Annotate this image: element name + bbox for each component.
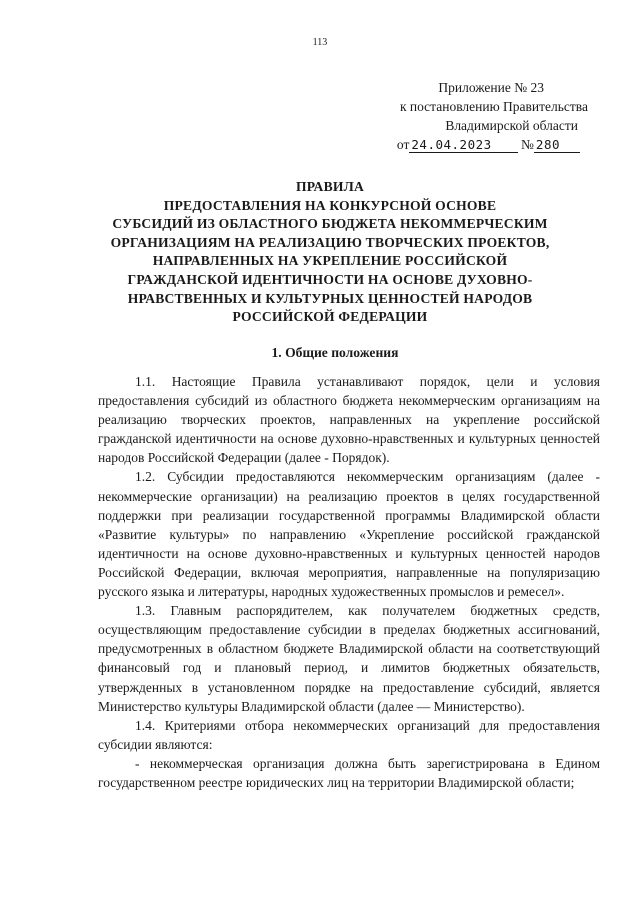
paragraph: 1.1. Настоящие Правила устанавливают порядок, цели и условия предоставления субсидий из областного бюджета некоммерческим организациям на реализацию творческих проектов, направленных на укрепление российской гражданской идентичности на основе духовно-нравственных и культурных ценностей народов Российской Федерации (далее - Порядок). [98,374,600,466]
attachment-region: Владимирской области [445,118,578,133]
paragraph: 1.3. Главным распорядителем, как получателем бюджетных средств, осуществляющим предоставление субсидии в пределах бюджетных ассигнований, предусмотренных в областном бюджете Владимирской области на соответствующий финансовый год и плановый период, и лимитов бюджетных обязательств, утвержденных в установленном порядке на предоставление субсидий, является Министерство культуры Владимирской области (далее — Министерство). [98,603,600,714]
title-line: НАПРАВЛЕННЫХ НА УКРЕПЛЕНИЕ РОССИЙСКОЙ [152,253,508,269]
number-prefix: № [521,137,534,152]
page-number: 113 [312,37,328,48]
paragraph: - некоммерческая организация должна быть зарегистрирована в Едином государственном реестре юридических лиц на территории Владимирской области; [98,755,600,790]
paragraph: 1.2. Субсидии предоставляются некоммерческим организациям (далее - некоммерческие организации) на реализацию проектов в целях государственной поддержки при реализации государственной программы Владимирской области «Развитие культуры» по направлению «Укрепление российской гражданской идентичности на основе духовно-нравственных и культурных ценностей народов Российской Федерации, включая мероприятия, направленные на популяризацию русского языка и литературы, народных художественных промыслов и ремесел». [98,469,600,600]
date-prefix: от [396,137,410,152]
document-title [60,178,600,327]
title-line: ГРАЖДАНСКОЙ ИДЕНТИЧНОСТИ НА ОСНОВЕ ДУХОВНО- [127,271,533,287]
section-heading: 1. Общие положения [271,345,399,360]
document-body [98,372,600,792]
paragraph: 1.4. Критериями отбора некоммерческих организаций для предоставления субсидии являются: [98,717,600,752]
attachment-block [328,78,588,154]
attachment-resolution: к постановлению Правительства [399,99,588,114]
number-value: 280 [534,137,580,153]
attachment-date-line [328,135,588,154]
title-line: РОССИЙСКОЙ ФЕДЕРАЦИИ [232,309,428,325]
title-line: СУБСИДИЙ ИЗ ОБЛАСТНОГО БЮДЖЕТА НЕКОММЕРЧЕСКИМ [112,216,548,232]
title-line: ПРЕДОСТАВЛЕНИЯ НА КОНКУРСНОЙ ОСНОВЕ [163,197,497,213]
title-line: НРАВСТВЕННЫХ И КУЛЬТУРНЫХ ЦЕННОСТЕЙ НАРОДОВ [127,290,533,306]
attachment-title: Приложение № 23 [438,80,544,95]
title-line: ПРАВИЛА [296,179,364,194]
date-value: 24.04.2023 [409,137,517,153]
title-line: ОРГАНИЗАЦИЯМ НА РЕАЛИЗАЦИЮ ТВОРЧЕСКИХ ПРОЕКТОВ, [110,234,550,250]
